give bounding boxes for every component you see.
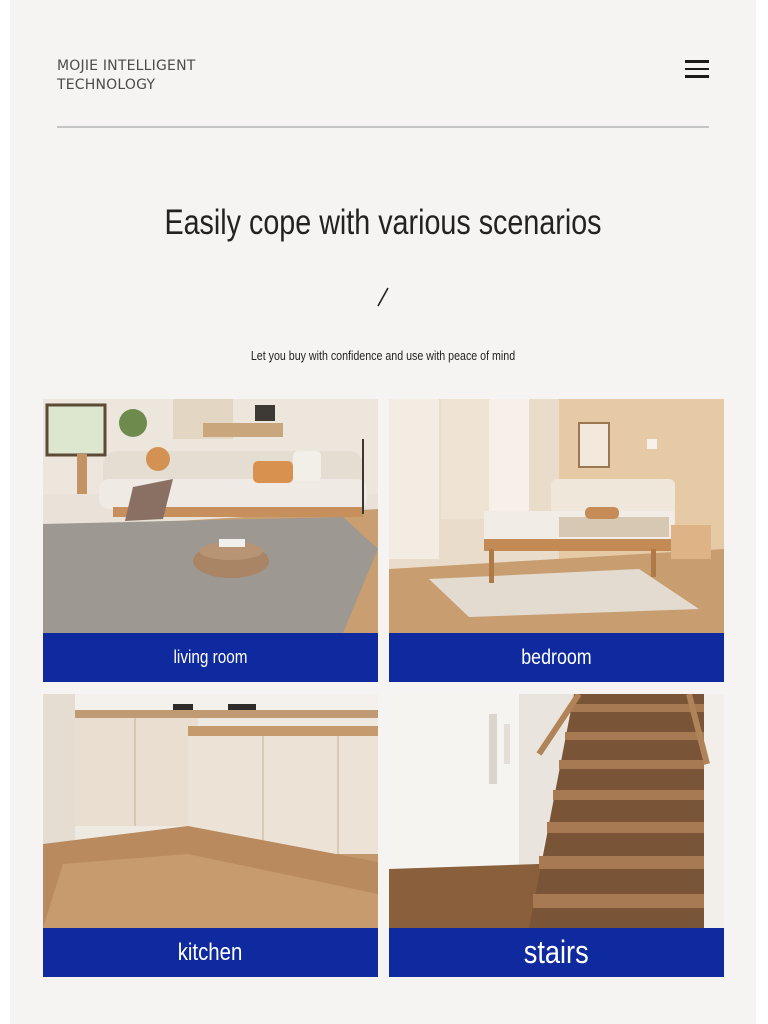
site-header [57,57,709,97]
hamburger-menu-icon[interactable] [685,60,709,80]
stairs-label-bar [389,928,724,977]
bedroom-label: bedroom [521,646,592,669]
slash-divider-icon [376,286,390,308]
page [10,0,756,1024]
living-room-label: living room [173,647,248,667]
section-title: Easily cope with various scenarios [164,203,602,242]
brand-logo-text[interactable] [57,57,277,95]
bedroom-image [389,399,724,633]
kitchen-label-bar [43,928,378,977]
header-divider [57,126,709,128]
stairs-image [389,694,724,928]
scenario-card-stairs[interactable] [389,694,724,977]
living-room-image [43,399,378,633]
bedroom-label-bar [389,633,724,682]
section-subtitle: Let you buy with confidence and use with peace of mind [250,348,516,363]
living-room-label-bar [43,633,378,682]
brand-line-1: MOJIE INTELLIGENT [57,58,196,74]
scenario-card-living-room[interactable] [43,399,378,682]
stairs-label: stairs [523,934,589,970]
brand-line-2: TECHNOLOGY [57,77,156,93]
kitchen-label: kitchen [178,939,243,966]
kitchen-image [43,694,378,928]
scenario-card-kitchen[interactable] [43,694,378,977]
scenario-card-bedroom[interactable] [389,399,724,682]
